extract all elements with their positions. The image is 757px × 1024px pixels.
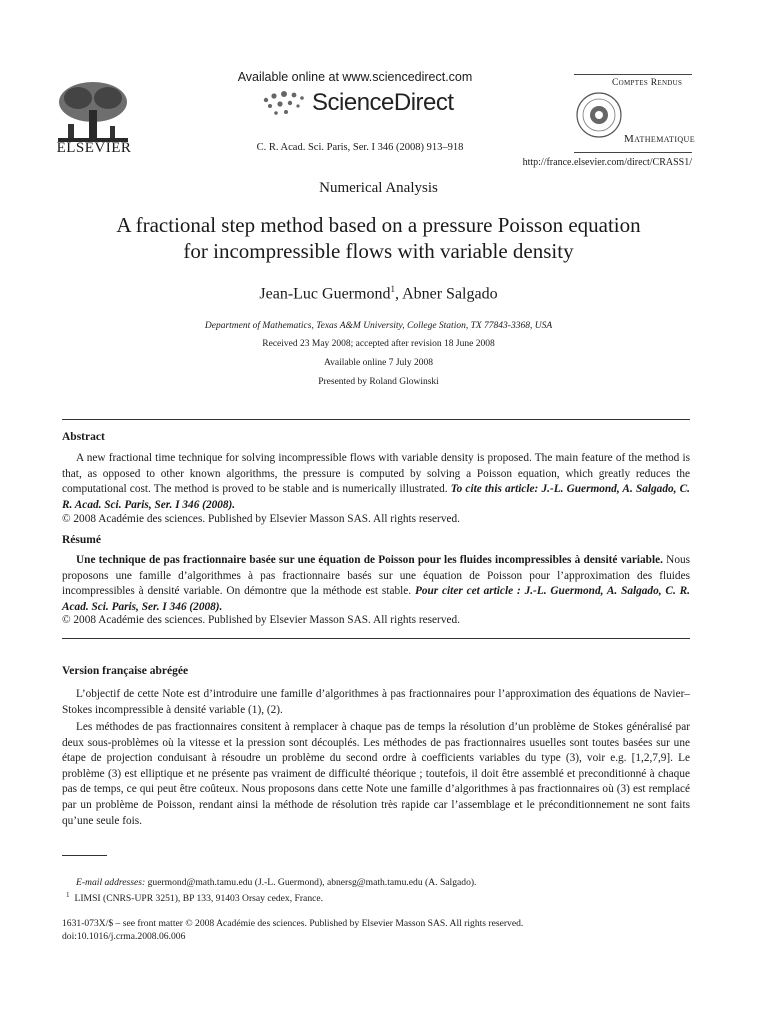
available-online-text[interactable]: Available online at www.sciencedirect.com xyxy=(237,70,473,84)
email-label: E-mail addresses: xyxy=(76,877,146,888)
footnote-1 xyxy=(62,889,690,905)
body-paragraph-2: Les méthodes de pas fractionnaires consitent à remplacer à chaque pas de temps la résolution d’un problème de Stokes généralisé par deux sous-problèmes où la vitesse et la pression sont découplés. Les méthodes de pas fractionnaires usuelles sont toutes basées sur une étape de projection conduisant à résoudre un problème du second ordre à coefficients variables du type (3), voir e.g. [1,2,7,9]. Le problème (3) est elliptique et ne présente pas vraiment de difficulté théorique ; toutefois, il doit être assemblé et preconditionné à chaque pas de temps, ce qui peut être coûteux. Nous proposons dans cette Note une famille d’algorithmes à pas fractionnaires où (3) est remplacé par un problème de Poisson, rendant ainsi la méthode de résolution très rapide car l’assemblage et le préconditionnement ne sont faits qu’une seule fois. xyxy=(62,721,690,827)
sciencedirect-wordmark: ScienceDirect xyxy=(312,89,454,116)
version-francaise-heading: Version française abrégée xyxy=(62,665,189,677)
doi-link[interactable]: doi:10.1016/j.crma.2008.06.006 xyxy=(62,931,186,942)
email-footnote xyxy=(62,876,690,889)
title-line-1: A fractional step method based on a pressure Poisson equation xyxy=(116,213,641,237)
resume-body: Nous proposons une famille d’algorithmes à pas fractionnaire basés sur une équation de Poisson pour l’approximation des fluides incompressibles à densité variable. On démontre que la méthode est stable. xyxy=(62,554,691,598)
section-label: Numerical Analysis xyxy=(319,180,438,196)
front-matter-line: 1631-073X/$ – see front matter © 2008 Académie des sciences. Published by Elsevier Masson SAS. All rights reserved. xyxy=(62,918,524,929)
resume-cite: Pour citer cet article : J.-L. Guermond, A. Salgado, C. R. Acad. Sci. Paris, Ser. I 346 (2008). xyxy=(62,585,690,613)
journal-reference: C. R. Acad. Sci. Paris, Ser. I 346 (2008) 913–918 xyxy=(256,142,464,153)
footnote-rule xyxy=(62,855,107,856)
academie-seal-icon xyxy=(574,90,624,140)
abstract-text xyxy=(62,451,690,513)
elsevier-wordmark: ELSEVIER xyxy=(56,140,132,156)
author-guermond: Jean-Luc Guermond xyxy=(259,285,391,303)
mathematique-label: Mathematique xyxy=(624,133,696,145)
online-date: Available online 7 July 2008 xyxy=(323,358,434,368)
author-salgado: , Abner Salgado xyxy=(394,285,498,303)
footnote-1-text: LIMSI (CNRS-UPR 3251), BP 133, 91403 Orsay cedex, France. xyxy=(74,893,324,905)
footnote-marker-1[interactable]: 1 xyxy=(390,284,395,294)
affiliation: Department of Mathematics, Texas A&M University, College Station, TX 77843-3368, USA xyxy=(204,321,553,331)
resume-text xyxy=(62,553,690,615)
author-list xyxy=(0,284,757,303)
body-paragraph-1: L’objectif de cette Note est d’introduire une famille d’algorithmes à pas fractionnaires pour l’approximation des équations de Navier–Stokes incompressible à densité variable (1), (2). xyxy=(62,688,690,716)
abstract-body: A new fractional time technique for solving incompressible flows with variable density is proposed. The main feature of the method is that, as opposed to other known algorithms, the pressure is computed by solving a Poisson equation, which greatly reduces the computational cost. The method is proved to be stable and is numerically illustrated. xyxy=(62,452,690,496)
presented-by: Presented by Roland Glowinski xyxy=(318,377,439,387)
abstract-heading: Abstract xyxy=(62,431,105,443)
footnote-1-marker: 1 xyxy=(66,891,70,899)
abstract-bottom-rule xyxy=(62,638,690,639)
abstract-top-rule xyxy=(62,419,690,420)
title-line-2: for incompressible flows with variable density xyxy=(183,239,574,263)
comptes-rendus-title: Comptes Rendus xyxy=(612,78,683,88)
comptes-rendus-divider xyxy=(574,152,692,153)
abstract-copyright: © 2008 Académie des sciences. Published by Elsevier Masson SAS. All rights reserved. xyxy=(62,513,460,525)
journal-url-link[interactable]: http://france.elsevier.com/direct/CRASS1/ xyxy=(522,157,692,168)
email-addresses[interactable]: guermond@math.tamu.edu (J.-L. Guermond), abnersg@math.tamu.edu (A. Salgado). xyxy=(145,877,477,888)
received-dates: Received 23 May 2008; accepted after revision 18 June 2008 xyxy=(262,339,495,349)
resume-copyright: © 2008 Académie des sciences. Published by Elsevier Masson SAS. All rights reserved. xyxy=(62,614,460,626)
resume-heading: Résumé xyxy=(62,534,101,546)
abstract-cite: To cite this article: J.-L. Guermond, A. Salgado, C. R. Acad. Sci. Paris, Ser. I 346 (2008). xyxy=(62,483,690,511)
resume-title: Une technique de pas fractionnaire basée sur une équation de Poisson pour les fluides incompressibles à densité variable. xyxy=(76,554,663,566)
article-title xyxy=(40,212,717,264)
